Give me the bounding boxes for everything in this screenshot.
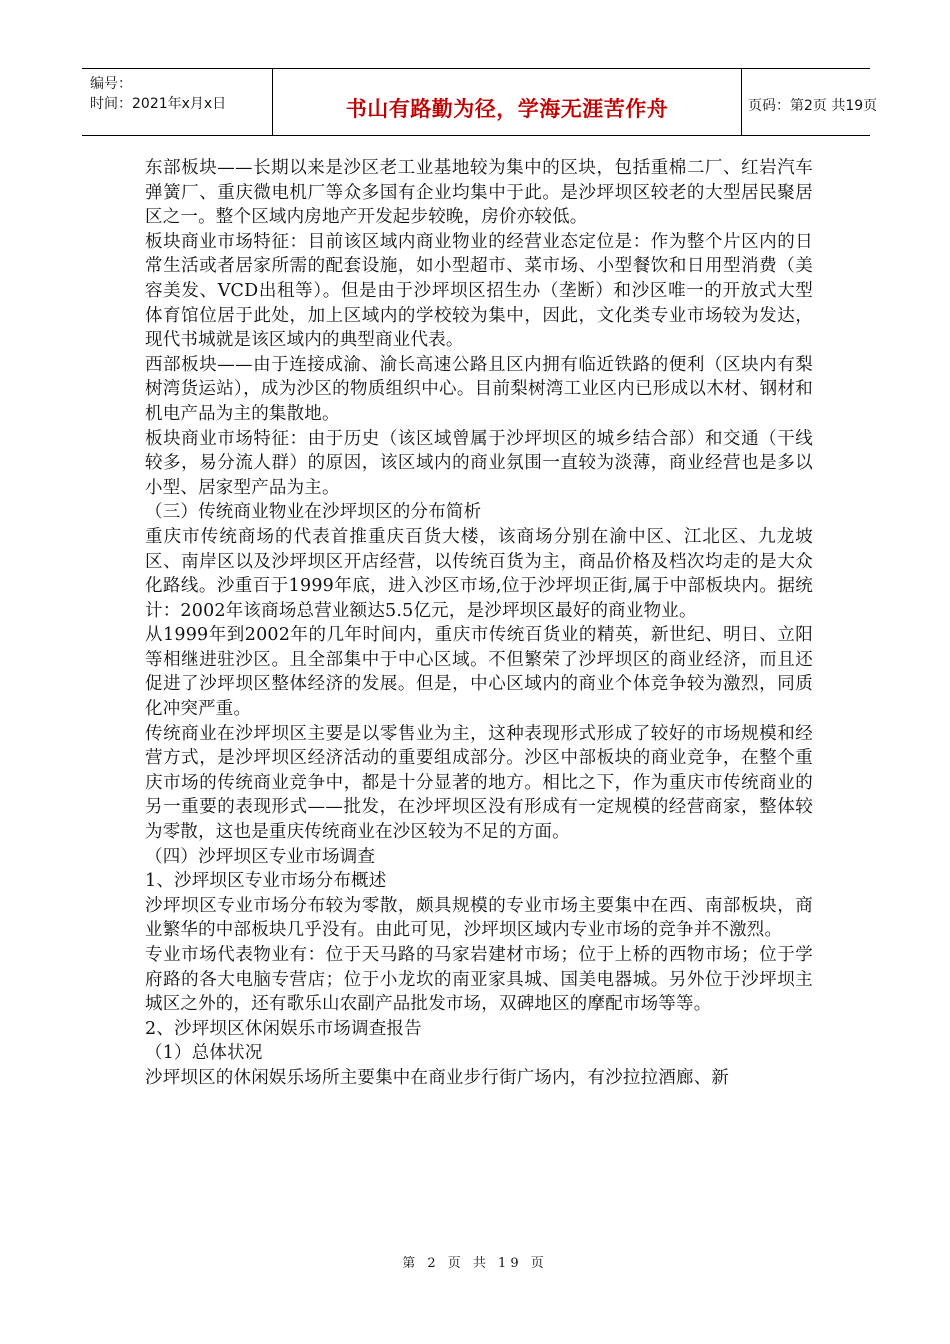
paragraph-east-block: 东部板块——长期以来是沙区老工业基地较为集中的区块，包括重棉二厂、红岩汽车弹簧厂、重庆微电机厂等众多国有企业均集中于此。是沙坪坝区较老的大型居民聚居区之一。整个区域内房地产开发起步较晚，房价亦较低。 — [145, 158, 813, 228]
paragraph-1999-2002: 从1999年到2002年的几年时间内，重庆市传统百货业的精英，新世纪、明日、立阳等相继进驻沙区。且全部集中于中心区域。不但繁荣了沙坪坝区的商业经济，而且还促进了沙坪坝区整体经济的发展。但是，中心区域内的商业个体竞争较为激烈，同质化冲突严重。 — [145, 625, 813, 720]
paragraph-west-block: 西部板块——由于连接成渝、渝长高速公路且区内拥有临近铁路的便利（区块内有梨树湾货运站），成为沙区的物质组织中心。目前梨树湾工业区内已形成以木材、钢材和机电产品为主的集散地。 — [145, 354, 813, 424]
header-motto-cell — [273, 69, 742, 135]
document-time-label: 时间：2021年x月x日 — [90, 96, 227, 112]
header-meta-cell — [82, 69, 273, 135]
paragraph-west-market: 板块商业市场特征：由于历史（该区域曾属于沙坪坝区的城乡结合部）和交通（干线较多，易分流人群）的原因，该区域内的商业氛围一直较为淡薄，商业经营也是多以小型、居家型产品为主。 — [145, 428, 813, 498]
paragraph-leisure-venues: 沙坪坝区的休闲娱乐场所主要集中在商业步行街广场内，有沙拉拉酒廊、新 — [145, 1067, 730, 1088]
paragraph-market-distribution: 沙坪坝区专业市场分布较为零散，颇具规模的专业市场主要集中在西、南部板块，商业繁华的中部板块几乎没有。由此可见，沙坪坝区域内专业市场的竞争并不激烈。 — [145, 895, 813, 941]
paragraph-chongqing-department-store: 重庆市传统商场的代表首推重庆百货大楼，该商场分别在渝中区、江北区、九龙坡区、南岸区以及沙坪坝区开店经营，以传统百货为主，商品价格及档次均走的是大众化路线。沙重百于1999年底，进入沙区市场,位于沙坪坝正街,属于中部板块内。据统计：2002年该商场总营业额达5.5亿元，是沙坪坝区最好的商业物业。 — [145, 526, 813, 621]
subheading-1: 1、沙坪坝区专业市场分布概述 — [145, 871, 387, 892]
paragraph-east-market: 板块商业市场特征：目前该区域内商业物业的经营业态定位是：作为整个片区内的日常生活或者居家所需的配套设施，如小型超市、菜市场、小型餐饮和日用型消费（美容美发、VCD出租等）。但是由于沙坪坝区招生办（垄断）和沙区唯一的开放式大型体育馆位居于此处，加上区域内的学校较为集中，因此，文化类专业市场较为发达，现代书城就是该区域内的典型商业代表。 — [145, 231, 813, 351]
document-number-label: 编号： — [90, 76, 132, 92]
subheading-overall: （1）总体状况 — [145, 1043, 263, 1064]
document-header — [82, 68, 878, 136]
page-code: 页码：第2页 共19页 — [748, 98, 878, 114]
header-motto: 书山有路勤为径，学海无涯苦作舟 — [345, 97, 669, 121]
section-heading-3: （三）传统商业物业在沙坪坝区的分布简析 — [145, 502, 482, 523]
paragraph-representative-markets: 专业市场代表物业有：位于天马路的马家岩建材市场；位于上桥的西物市场；位于学府路的各大电脑专营店；位于小龙坎的南亚家具城、国美电器城。另外位于沙坪坝主城区之外的，还有歌乐山农副产品批发市场，双碑地区的摩配市场等等。 — [145, 945, 813, 1015]
paragraph-traditional-commerce: 传统商业在沙坪坝区主要是以零售业为主，这种表现形式形成了较好的市场规模和经营方式，是沙坪坝区经济活动的重要组成部分。沙区中部板块的商业竞争，在整个重庆市场的传统商业竞争中，都是十分显著的地方。相比之下，作为重庆市传统商业的另一重要的表现形式——批发，在沙坪坝区没有形成有一定规模的经营商家，整体较为零散，这也是重庆传统商业在沙区较为不足的方面。 — [145, 723, 813, 843]
document-body — [145, 156, 813, 1091]
page-footer: 第 2 页 共 19 页 — [402, 1256, 548, 1271]
header-page-cell — [742, 69, 878, 135]
subheading-2: 2、沙坪坝区休闲娱乐市场调查报告 — [145, 1018, 422, 1039]
section-heading-4: （四）沙坪坝区专业市场调查 — [145, 846, 376, 867]
